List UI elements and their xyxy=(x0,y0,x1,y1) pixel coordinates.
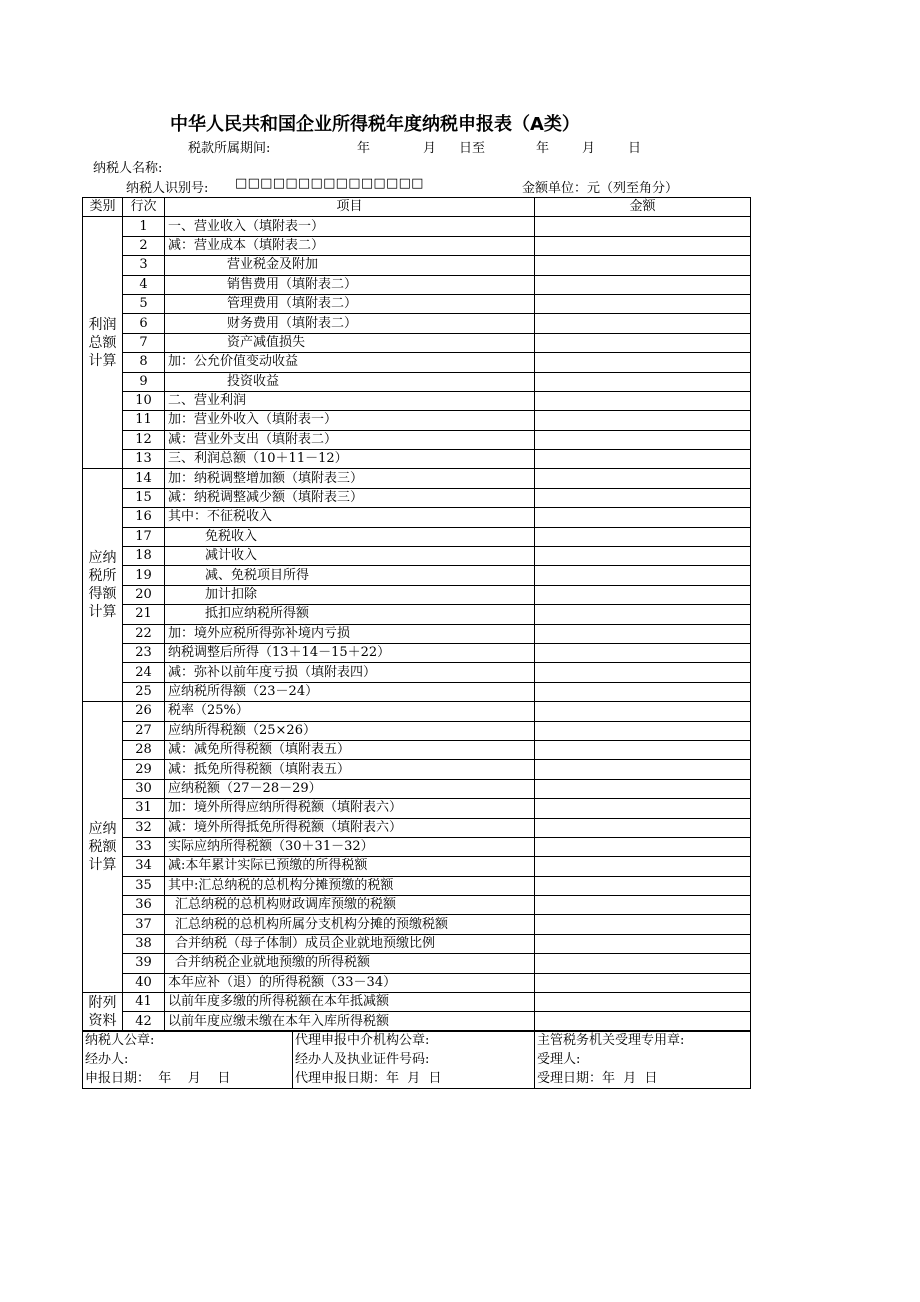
table-row xyxy=(83,566,751,585)
row-item-label: 汇总纳税的总机构所属分支机构分摊的预缴税额 xyxy=(165,915,535,934)
row-number: 39 xyxy=(123,954,165,973)
table-row xyxy=(83,217,751,236)
section-category-label: 应纳 税额 计算 xyxy=(83,702,123,993)
amount-cell[interactable] xyxy=(535,411,751,430)
col-header-amount: 金额 xyxy=(535,198,751,217)
row-item-label: 资产减值损失 xyxy=(165,333,535,352)
agent-operator-label: 经办人及执业证件号码: xyxy=(293,1050,535,1069)
row-number: 25 xyxy=(123,682,165,701)
row-number: 21 xyxy=(123,605,165,624)
table-row xyxy=(83,314,751,333)
table-row xyxy=(83,682,751,701)
row-item-label: 管理费用（填附表二） xyxy=(165,294,535,313)
amount-cell[interactable] xyxy=(535,605,751,624)
row-number: 30 xyxy=(123,779,165,798)
authority-seal-label: 主管税务机关受理专用章: xyxy=(535,1031,751,1051)
filing-date-label: 申报日期： 年 月 日 xyxy=(83,1069,293,1089)
row-number: 41 xyxy=(123,993,165,1012)
row-item-label: 一、营业收入（填附表一） xyxy=(165,217,535,236)
row-item-label: 合并纳税（母子体制）成员企业就地预缴比例 xyxy=(165,934,535,953)
amount-cell[interactable] xyxy=(535,779,751,798)
amount-cell[interactable] xyxy=(535,236,751,255)
amount-cell[interactable] xyxy=(535,450,751,469)
row-number: 9 xyxy=(123,372,165,391)
amount-cell[interactable] xyxy=(535,896,751,915)
row-number: 20 xyxy=(123,585,165,604)
table-row xyxy=(83,353,751,372)
table-row xyxy=(83,605,751,624)
amount-cell[interactable] xyxy=(535,876,751,895)
row-item-label: 加：纳税调整增加额（填附表三） xyxy=(165,469,535,488)
row-number: 26 xyxy=(123,702,165,721)
row-item-label: 加：公允价值变动收益 xyxy=(165,353,535,372)
row-item-label: 加：营业外收入（填附表一） xyxy=(165,411,535,430)
row-number: 40 xyxy=(123,973,165,992)
amount-cell[interactable] xyxy=(535,799,751,818)
row-number: 2 xyxy=(123,236,165,255)
row-number: 28 xyxy=(123,740,165,759)
amount-cell[interactable] xyxy=(535,915,751,934)
section-category-label: 应纳 税所 得额 计算 xyxy=(83,469,123,702)
row-number: 29 xyxy=(123,760,165,779)
amount-cell[interactable] xyxy=(535,740,751,759)
amount-cell[interactable] xyxy=(535,508,751,527)
table-row xyxy=(83,469,751,488)
row-number: 24 xyxy=(123,663,165,682)
table-row xyxy=(83,973,751,992)
amount-cell[interactable] xyxy=(535,256,751,275)
operator-label: 经办人: xyxy=(83,1050,293,1069)
row-number: 37 xyxy=(123,915,165,934)
amount-unit-label: 金额单位：元（列至角分） xyxy=(522,181,679,196)
row-item-label: 减:本年累计实际已预缴的所得税额 xyxy=(165,857,535,876)
row-item-label: 营业税金及附加 xyxy=(165,256,535,275)
table-row xyxy=(83,876,751,895)
tax-return-table xyxy=(82,197,751,1032)
row-item-label: 税率（25%） xyxy=(165,702,535,721)
table-row xyxy=(83,450,751,469)
table-row xyxy=(83,760,751,779)
period-day-1: 日至 xyxy=(459,141,486,156)
table-row xyxy=(83,488,751,507)
row-item-label: 应纳所得税额（25×26） xyxy=(165,721,535,740)
amount-cell[interactable] xyxy=(535,702,751,721)
amount-cell[interactable] xyxy=(535,1012,751,1031)
row-item-label: 其中：不征税收入 xyxy=(165,508,535,527)
table-row xyxy=(83,915,751,934)
table-row xyxy=(83,721,751,740)
table-row xyxy=(83,430,751,449)
table-row xyxy=(83,236,751,255)
row-item-label: 免税收入 xyxy=(165,527,535,546)
amount-cell[interactable] xyxy=(535,333,751,352)
row-item-label: 加：境外应税所得弥补境内亏损 xyxy=(165,624,535,643)
period-year-2: 年 xyxy=(536,141,550,156)
row-number: 7 xyxy=(123,333,165,352)
amount-cell[interactable] xyxy=(535,643,751,662)
amount-cell[interactable] xyxy=(535,837,751,856)
table-row xyxy=(83,663,751,682)
row-item-label: 本年应补（退）的所得税额（33－34） xyxy=(165,973,535,992)
row-item-label: 财务费用（填附表二） xyxy=(165,314,535,333)
taxpayer-id-label: 纳税人识别号: xyxy=(126,181,209,196)
row-number: 12 xyxy=(123,430,165,449)
row-number: 13 xyxy=(123,450,165,469)
period-day-2: 日 xyxy=(628,141,642,156)
amount-cell[interactable] xyxy=(535,391,751,410)
row-item-label: 抵扣应纳税所得额 xyxy=(165,605,535,624)
row-number: 35 xyxy=(123,876,165,895)
amount-cell[interactable] xyxy=(535,993,751,1012)
row-item-label: 减：营业外支出（填附表二） xyxy=(165,430,535,449)
taxpayer-name-label: 纳税人名称: xyxy=(93,161,163,176)
accept-date-label: 受理日期：年 月 日 xyxy=(535,1069,751,1089)
amount-cell[interactable] xyxy=(535,954,751,973)
row-number: 4 xyxy=(123,275,165,294)
table-row xyxy=(83,372,751,391)
amount-cell[interactable] xyxy=(535,275,751,294)
table-row xyxy=(83,954,751,973)
row-item-label: 其中:汇总纳税的总机构分摊预缴的税额 xyxy=(165,876,535,895)
table-row xyxy=(83,837,751,856)
row-number: 6 xyxy=(123,314,165,333)
row-number: 34 xyxy=(123,857,165,876)
table-row xyxy=(83,896,751,915)
amount-cell[interactable] xyxy=(535,314,751,333)
row-number: 15 xyxy=(123,488,165,507)
section-category-label: 利润 总额 计算 xyxy=(83,217,123,469)
row-item-label: 二、营业利润 xyxy=(165,391,535,410)
period-month-2: 月 xyxy=(582,141,596,156)
row-number: 23 xyxy=(123,643,165,662)
row-number: 8 xyxy=(123,353,165,372)
amount-cell[interactable] xyxy=(535,934,751,953)
amount-cell[interactable] xyxy=(535,682,751,701)
table-row xyxy=(83,527,751,546)
table-row xyxy=(83,799,751,818)
amount-cell[interactable] xyxy=(535,760,751,779)
row-item-label: 减计收入 xyxy=(165,547,535,566)
row-number: 5 xyxy=(123,294,165,313)
row-number: 18 xyxy=(123,547,165,566)
row-number: 36 xyxy=(123,896,165,915)
amount-cell[interactable] xyxy=(535,294,751,313)
row-item-label: 以前年度应缴未缴在本年入库所得税额 xyxy=(165,1012,535,1031)
row-item-label: 加计扣除 xyxy=(165,585,535,604)
row-item-label: 合并纳税企业就地预缴的所得税额 xyxy=(165,954,535,973)
table-header-row xyxy=(83,198,751,217)
amount-cell[interactable] xyxy=(535,547,751,566)
amount-cell[interactable] xyxy=(535,585,751,604)
amount-cell[interactable] xyxy=(535,566,751,585)
row-item-label: 应纳税所得额（23－24） xyxy=(165,682,535,701)
table-row xyxy=(83,857,751,876)
row-item-label: 实际应纳所得税额（30＋31－32） xyxy=(165,837,535,856)
row-item-label: 以前年度多缴的所得税额在本年抵减额 xyxy=(165,993,535,1012)
table-row xyxy=(83,508,751,527)
table-row xyxy=(83,333,751,352)
agent-filing-date-label: 代理申报日期：年 月 日 xyxy=(293,1069,535,1089)
row-number: 10 xyxy=(123,391,165,410)
row-number: 17 xyxy=(123,527,165,546)
table-row xyxy=(83,702,751,721)
agent-seal-label: 代理申报中介机构公章: xyxy=(293,1031,535,1051)
row-item-label: 减：抵免所得税额（填附表五） xyxy=(165,760,535,779)
table-row xyxy=(83,275,751,294)
row-number: 3 xyxy=(123,256,165,275)
table-row xyxy=(83,643,751,662)
table-row xyxy=(83,934,751,953)
table-row xyxy=(83,547,751,566)
amount-cell[interactable] xyxy=(535,721,751,740)
row-number: 22 xyxy=(123,624,165,643)
row-item-label: 减：纳税调整减少额（填附表三） xyxy=(165,488,535,507)
amount-cell[interactable] xyxy=(535,857,751,876)
row-number: 32 xyxy=(123,818,165,837)
amount-cell[interactable] xyxy=(535,353,751,372)
row-number: 11 xyxy=(123,411,165,430)
amount-cell[interactable] xyxy=(535,527,751,546)
row-item-label: 销售费用（填附表二） xyxy=(165,275,535,294)
receiver-label: 受理人: xyxy=(535,1050,751,1069)
row-number: 27 xyxy=(123,721,165,740)
signature-block xyxy=(82,1030,751,1089)
row-item-label: 纳税调整后所得（13＋14－15＋22） xyxy=(165,643,535,662)
taxpayer-id-boxes[interactable]: □□□□□□□□□□□□□□□ xyxy=(235,176,424,191)
row-item-label: 减：减免所得税额（填附表五） xyxy=(165,740,535,759)
period-year-1: 年 xyxy=(357,141,371,156)
table-row xyxy=(83,993,751,1012)
row-item-label: 汇总纳税的总机构财政调库预缴的税额 xyxy=(165,896,535,915)
row-number: 19 xyxy=(123,566,165,585)
table-row xyxy=(83,411,751,430)
table-row xyxy=(83,585,751,604)
amount-cell[interactable] xyxy=(535,217,751,236)
row-number: 42 xyxy=(123,1012,165,1031)
amount-cell[interactable] xyxy=(535,973,751,992)
row-number: 14 xyxy=(123,469,165,488)
amount-cell[interactable] xyxy=(535,818,751,837)
row-number: 31 xyxy=(123,799,165,818)
taxpayer-seal-label: 纳税人公章: xyxy=(83,1031,293,1051)
period-month-1: 月 xyxy=(423,141,437,156)
table-row xyxy=(83,294,751,313)
row-item-label: 减：境外所得抵免所得税额（填附表六） xyxy=(165,818,535,837)
row-item-label: 减、免税项目所得 xyxy=(165,566,535,585)
table-row xyxy=(83,1012,751,1031)
row-item-label: 三、利润总额（10＋11－12） xyxy=(165,450,535,469)
row-item-label: 减：弥补以前年度亏损（填附表四） xyxy=(165,663,535,682)
amount-cell[interactable] xyxy=(535,663,751,682)
row-item-label: 加：境外所得应纳所得税额（填附表六） xyxy=(165,799,535,818)
table-row xyxy=(83,818,751,837)
col-header-item: 项目 xyxy=(165,198,535,217)
section-category-label: 附列 资料 xyxy=(83,993,123,1032)
row-item-label: 投资收益 xyxy=(165,372,535,391)
table-row xyxy=(83,256,751,275)
amount-cell[interactable] xyxy=(535,624,751,643)
row-number: 1 xyxy=(123,217,165,236)
amount-cell[interactable] xyxy=(535,430,751,449)
period-label: 税款所属期间: xyxy=(188,141,271,156)
table-row xyxy=(83,624,751,643)
row-number: 33 xyxy=(123,837,165,856)
table-row xyxy=(83,391,751,410)
amount-cell[interactable] xyxy=(535,469,751,488)
col-header-category: 类别 xyxy=(83,198,123,217)
form-title: 中华人民共和国企业所得税年度纳税申报表（A类） xyxy=(170,114,580,135)
row-number: 16 xyxy=(123,508,165,527)
col-header-row: 行次 xyxy=(123,198,165,217)
amount-cell[interactable] xyxy=(535,488,751,507)
table-row xyxy=(83,740,751,759)
row-item-label: 应纳税额（27－28－29） xyxy=(165,779,535,798)
row-number: 38 xyxy=(123,934,165,953)
row-item-label: 减：营业成本（填附表二） xyxy=(165,236,535,255)
amount-cell[interactable] xyxy=(535,372,751,391)
table-row xyxy=(83,779,751,798)
